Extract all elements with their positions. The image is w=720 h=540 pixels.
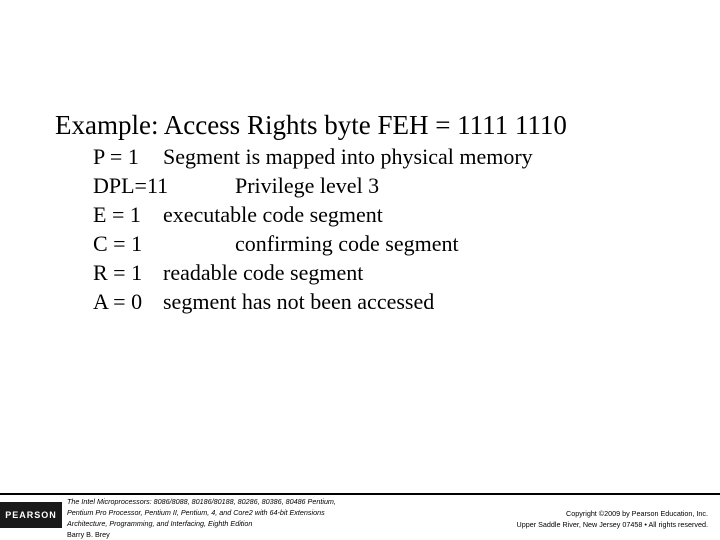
field-description: executable code segment	[163, 202, 383, 227]
book-author: Barry B. Brey	[67, 530, 110, 539]
book-title-line: Architecture, Programming, and Interfacing, Eighth Edition	[67, 519, 253, 528]
field-description: readable code segment	[163, 260, 364, 285]
copyright-notice	[428, 508, 708, 530]
field-description: confirming code segment	[235, 231, 459, 256]
footer-divider	[0, 493, 720, 495]
logo-text: PEARSON	[5, 510, 57, 520]
field-description: Segment is mapped into physical memory	[163, 144, 533, 169]
book-title-line: Pentium Pro Processor, Pentium II, Pentium, 4, and Core2 with 64-bit Extensions	[67, 508, 325, 517]
copyright-line: Upper Saddle River, New Jersey 07458 • All rights reserved.	[516, 520, 708, 529]
field-label: DPL=11	[93, 173, 169, 198]
book-citation	[67, 496, 397, 540]
field-description: Privilege level 3	[235, 173, 380, 198]
field-label: A = 0	[93, 289, 143, 314]
pearson-logo	[0, 502, 62, 528]
field-description: segment has not been accessed	[163, 289, 435, 314]
field-label: R = 1	[93, 260, 143, 285]
field-label: C = 1	[93, 231, 143, 256]
copyright-line: Copyright ©2009 by Pearson Education, Inc.	[566, 509, 708, 518]
field-label: E = 1	[93, 202, 141, 227]
field-label: P = 1	[93, 144, 139, 169]
book-title-line: The Intel Microprocessors: 8086/8088, 80186/80188, 80286, 80386, 80486 Pentium,	[67, 497, 336, 506]
slide-heading: Example: Access Rights byte FEH = 1111 1110	[55, 110, 567, 140]
